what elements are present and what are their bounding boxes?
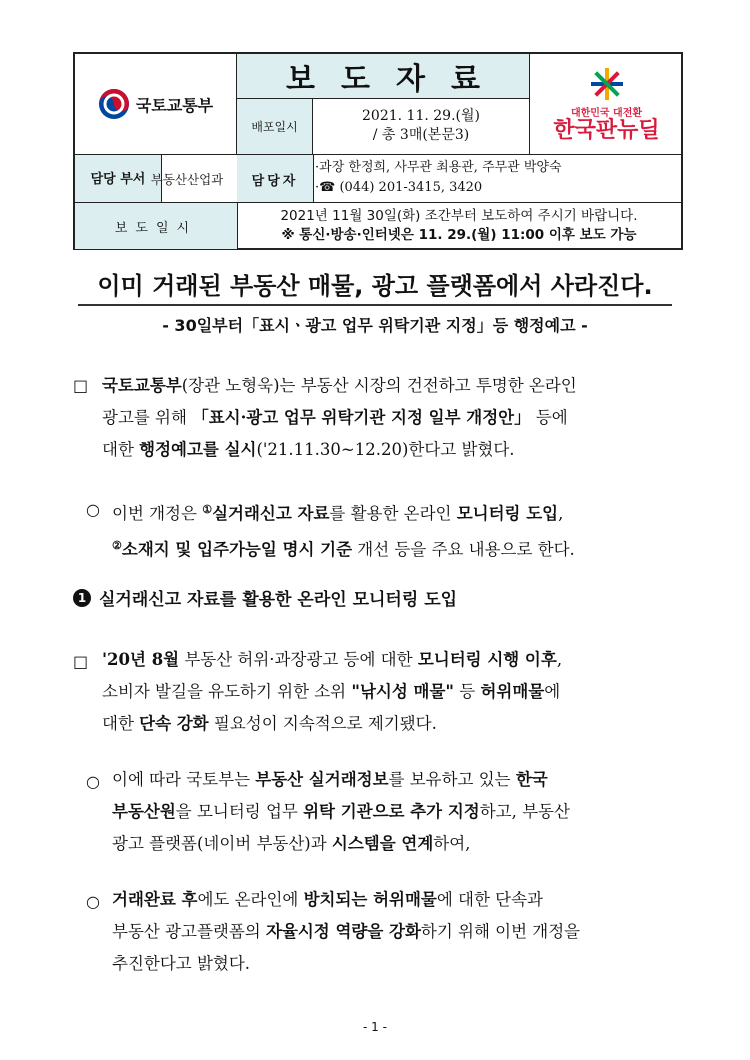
p1-s7: 행정예고를 실시 <box>139 440 257 459</box>
p4-s8: 하고, 부동산 <box>479 802 570 821</box>
subtitle: - 30일부터「표시ㆍ광고 업무 위탁기관 지정」등 행정예고 - <box>162 316 588 335</box>
section-1-title: 실거래신고 자료를 활용한 온라인 모니터링 도입 <box>99 590 458 610</box>
p2-s5: , <box>558 504 564 523</box>
p1-s1: 국토교통부 <box>102 376 182 395</box>
p3-s7: 등 <box>454 682 481 701</box>
p5-s8: 추진한다고 밝혔다. <box>112 954 251 973</box>
p4-s3: 를 보유하고 있는 <box>388 770 516 789</box>
p4-s7: 위탁 기관으로 추가 지정 <box>303 802 480 821</box>
p4-s9: 광고 플랫폼(네이버 부동산)과 <box>112 834 332 853</box>
paragraph-4 <box>112 764 682 860</box>
p3-s12: 필요성이 지속적으로 제기됐다. <box>208 714 437 733</box>
paragraph-3 <box>102 644 682 740</box>
release-line2: ※ 통신·방송·인터넷은 11. 29.(월) 11:00 이후 보도 가능 <box>281 227 637 243</box>
p4-bullet: ○ <box>86 772 100 791</box>
p3-s8: 허위매물 <box>480 682 545 701</box>
dept-value: 부동산산업과 <box>137 155 238 203</box>
p5-s5: 부동산 광고플랫폼의 <box>112 922 266 941</box>
p5-bullet: ○ <box>86 892 100 911</box>
p2-bullet: ○ <box>86 500 100 519</box>
headline: 이미 거래된 부동산 매물, 광고 플랫폼에서 사라진다. <box>97 272 653 300</box>
p1-s6: 대한 <box>102 440 140 459</box>
p1-s2: (장관 노형욱)는 부동산 시장의 건전하고 투명한 온라인 <box>181 376 577 395</box>
p5-s6: 자율시정 역량을 강화 <box>265 922 421 941</box>
p4-s4: 한국 <box>515 770 548 789</box>
paragraph-5 <box>112 884 682 980</box>
p1-s4: 「표시·광고 업무 위탁기관 지정 일부 개정안」 <box>192 408 531 427</box>
p3-s1: '20년 8월 <box>102 650 180 669</box>
p3-s11: 단속 강화 <box>139 714 209 733</box>
distribution-pages: / 총 3매(본문3) <box>372 127 470 143</box>
section-1-heading <box>73 585 457 610</box>
p5-s3: 방치되는 허위매물 <box>303 890 437 909</box>
paragraph-1 <box>102 370 682 466</box>
p1-s8: ('21.11.30~12.20)한다고 밝혔다. <box>256 440 515 459</box>
contact-label: 담당자 <box>237 155 314 203</box>
contact-phone: ·☎ (044) 201-3415, 3420 <box>315 180 483 195</box>
p3-s5: 소비자 발길을 유도하기 위한 소위 <box>102 682 352 701</box>
p3-s6: "낚시성 매물" <box>351 682 455 701</box>
newdeal-logo-icon <box>587 66 627 102</box>
release-line1: 2021년 11월 30일(화) 조간부터 보도하여 주시기 바랍니다. <box>280 208 638 224</box>
p3-s9: 에 <box>544 682 561 701</box>
page-number: - 1 - <box>363 1020 387 1034</box>
press-release-title: 보도자료 <box>237 54 529 99</box>
p4-s5: 부동산원 <box>112 802 176 821</box>
p2-s4: 모니터링 도입 <box>456 504 559 523</box>
contact-row <box>75 154 681 202</box>
p5-s1: 거래완료 후 <box>112 890 198 909</box>
p2-s7: 개선 등을 주요 내용으로 한다. <box>352 540 575 559</box>
contact-value <box>315 158 681 198</box>
headline-underline <box>78 304 672 306</box>
contact-names: ·과장 한정희, 사무관 최용관, 주무관 박양숙 <box>315 160 562 175</box>
p2-n2: ② <box>112 539 122 552</box>
paragraph-2 <box>112 494 682 566</box>
section-1-number: 1 <box>73 589 91 607</box>
p2-n1: ① <box>202 503 213 516</box>
p4-s10: 시스템을 연계 <box>331 834 434 853</box>
p3-s2: 부동산 허위·과장광고 등에 대한 <box>179 650 418 669</box>
p2-s2: 실거래신고 자료 <box>212 504 330 523</box>
distribution-date: 2021. 11. 29.(월) <box>362 108 480 124</box>
p3-bullet: □ <box>73 652 89 671</box>
p5-s7: 하기 위해 이번 개정을 <box>420 922 581 941</box>
p1-s3: 광고를 위해 <box>102 408 193 427</box>
release-value <box>237 203 681 253</box>
ministry-name: 국토교통부 <box>135 95 214 115</box>
distribution-label: 배포일시 <box>237 99 313 154</box>
p3-s4: , <box>556 650 563 669</box>
p4-s11: 하여, <box>433 834 471 853</box>
newdeal-logo-cell <box>529 54 683 154</box>
distribution-value <box>313 99 529 154</box>
p1-s5: 등에 <box>530 408 568 427</box>
p5-s2: 에도 온라인에 <box>197 890 304 909</box>
p4-s1: 이에 따라 국토부는 <box>112 770 256 789</box>
p3-s3: 모니터링 시행 이후 <box>417 650 557 669</box>
p1-bullet: □ <box>73 376 89 395</box>
p5-s4: 에 대한 단속과 <box>436 890 543 909</box>
p4-s2: 부동산 실거래정보 <box>255 770 389 789</box>
p3-s10: 대한 <box>102 714 140 733</box>
dept-label: 담당 부서 <box>75 155 162 203</box>
p2-s1: 이번 개정은 <box>112 504 203 523</box>
p2-s6: 소재지 및 입주가능일 명시 기준 <box>121 540 353 559</box>
taegeuk-logo-icon <box>98 88 130 120</box>
p2-s3: 를 활용한 온라인 <box>329 504 457 523</box>
slogan-top: 대한민국 대전환 <box>570 107 643 119</box>
header-table <box>73 52 683 250</box>
release-row <box>75 202 681 248</box>
p4-s6: 을 모니터링 업무 <box>175 802 304 821</box>
release-label: 보도일시 <box>75 203 238 249</box>
ministry-logo-cell <box>75 54 237 154</box>
slogan-main: 한국판뉴딜 <box>553 117 660 143</box>
